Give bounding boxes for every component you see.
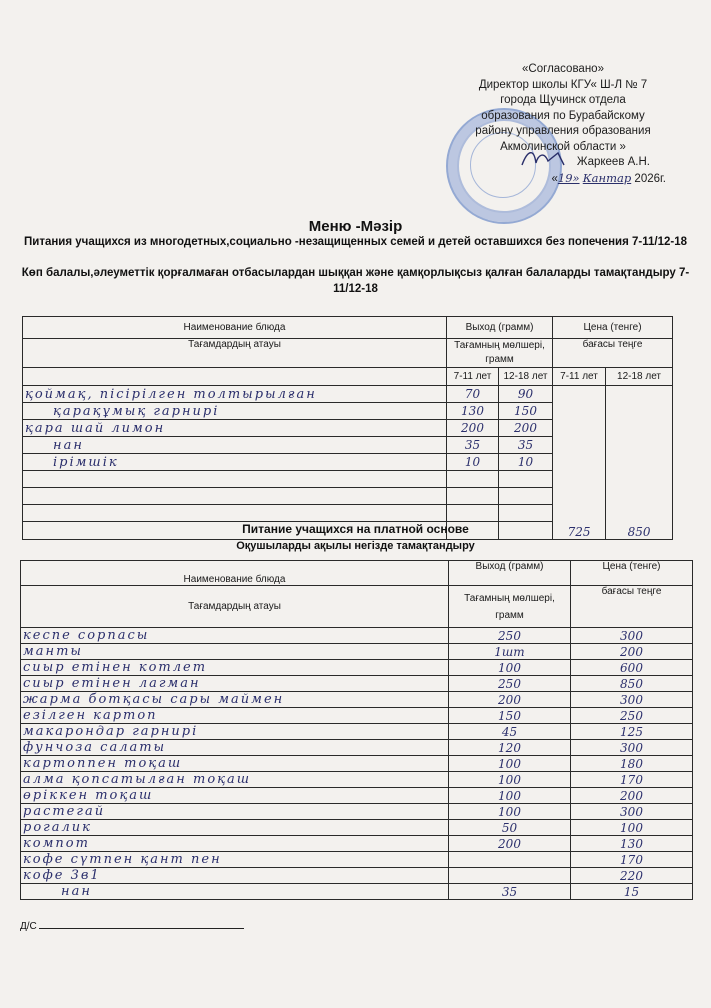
- dish-name: кофе сүтпен қант пен: [21, 852, 449, 868]
- dish-name: кеспе сорпасы: [21, 628, 449, 644]
- output-12-18: [499, 471, 553, 488]
- output-7-11: 35: [447, 437, 499, 454]
- paid-section-title-kz: Оқушыларды ақылы негізде тамақтандыру: [236, 540, 475, 552]
- dish-name: рогалик: [21, 820, 449, 836]
- table-row: [21, 772, 693, 788]
- menu-title: Меню -Мәзір: [308, 218, 403, 235]
- signer-name: Жаркеев А.Н.: [576, 156, 650, 168]
- dish-name: манты: [21, 644, 449, 660]
- dish-output: [449, 852, 571, 868]
- table-row: [21, 644, 693, 660]
- dish-name: алма қопсатылған тоқаш: [21, 772, 449, 788]
- header-price-kz: бағасы теңге: [553, 339, 673, 368]
- dish-price: 170: [571, 772, 693, 788]
- table-row: [23, 386, 673, 403]
- dish-name: қара шай лимон: [23, 420, 447, 437]
- header-output-ru: Выход (грамм): [449, 561, 571, 586]
- dish-name: нан: [23, 437, 447, 454]
- footer-signature-line: [20, 921, 244, 932]
- dish-price: 300: [571, 804, 693, 820]
- dish-output: 45: [449, 724, 571, 740]
- dish-name: ірімшік: [23, 454, 447, 471]
- dish-name: езілген картоп: [21, 708, 449, 724]
- dish-output: 200: [449, 836, 571, 852]
- date-quote: «: [551, 172, 558, 185]
- output-12-18: 150: [499, 403, 553, 420]
- dish-price: 300: [571, 628, 693, 644]
- output-12-18: 90: [499, 386, 553, 403]
- dish-output: 200: [449, 692, 571, 708]
- dish-name: қоймақ, пісірілген толтырылған: [23, 386, 447, 403]
- dish-name: фунчоза салаты: [21, 740, 449, 756]
- header-name-ru: Наименование блюда: [23, 317, 447, 339]
- dish-price: 180: [571, 756, 693, 772]
- dish-name: кофе 3в1: [21, 868, 449, 884]
- dish-output: [449, 868, 571, 884]
- output-12-18: [499, 488, 553, 505]
- dish-name: макарондар гарнирі: [21, 724, 449, 740]
- dish-output: 150: [449, 708, 571, 724]
- approval-line: «Согласовано»: [522, 63, 604, 75]
- dish-output: 100: [449, 804, 571, 820]
- dish-price: 15: [571, 884, 693, 900]
- price-7-11-total: 725: [553, 386, 606, 540]
- header-output-kz: Тағамның мөлшері, грамм: [447, 339, 553, 368]
- age-column: 7-11 лет: [447, 368, 499, 386]
- output-12-18: 35: [499, 437, 553, 454]
- header-output-kz: Тағамның мөлшері, грамм: [449, 586, 571, 628]
- approval-line: району управления образования: [475, 125, 651, 137]
- dish-name: жарма ботқасы сары маймен: [21, 692, 449, 708]
- paid-section-title-ru: Питание учащихся на платной основе: [242, 522, 469, 536]
- dish-output: 250: [449, 628, 571, 644]
- table-row: [21, 756, 693, 772]
- dish-name: [23, 505, 447, 522]
- dish-price: 300: [571, 740, 693, 756]
- header-output-ru: Выход (грамм): [447, 317, 553, 339]
- dish-output: 50: [449, 820, 571, 836]
- table-row: [21, 820, 693, 836]
- output-7-11: [447, 505, 499, 522]
- dish-name: компот: [21, 836, 449, 852]
- dish-name: картоппен тоқаш: [21, 756, 449, 772]
- signature-line: [458, 155, 668, 171]
- table-row: [21, 724, 693, 740]
- dish-name: нан: [21, 884, 449, 900]
- dish-price: 100: [571, 820, 693, 836]
- price-12-18-total: 850: [606, 386, 673, 540]
- dish-output: 250: [449, 676, 571, 692]
- approval-line: Директор школы КГУ« Ш-Л № 7: [478, 78, 648, 91]
- table-row: [21, 852, 693, 868]
- menu-subtitle-kz: Көп балалы,әлеуметтік қорғалмаған отбасылардан шыққан және қамқорлықсыз қалған балаларды тамақтандыру 7-11/12-18: [21, 267, 690, 295]
- date-month: Кантар: [582, 170, 632, 185]
- table-row: [21, 868, 693, 884]
- table-row: [21, 692, 693, 708]
- dish-name: сиыр етінен лагман: [21, 676, 449, 692]
- footer-label: Д/С: [20, 921, 37, 932]
- date-line: [458, 171, 668, 188]
- table-row: [21, 676, 693, 692]
- dish-price: 250: [571, 708, 693, 724]
- paid-meal-table: [20, 560, 693, 900]
- output-12-18: 200: [499, 420, 553, 437]
- dish-name: [23, 471, 447, 488]
- dish-name: қарақұмық гарнирі: [23, 403, 447, 420]
- table-row: [21, 740, 693, 756]
- age-column: 7-11 лет: [553, 368, 606, 386]
- table-row: [21, 708, 693, 724]
- output-7-11: [447, 471, 499, 488]
- output-7-11: 10: [447, 454, 499, 471]
- table-row: [21, 884, 693, 900]
- dish-output: 35: [449, 884, 571, 900]
- signature-icon: [518, 147, 578, 169]
- output-7-11: [447, 488, 499, 505]
- dish-output: 1шт: [449, 644, 571, 660]
- output-7-11: 200: [447, 420, 499, 437]
- menu-subtitle-ru: Питания учащихся из многодетных,социально -незащищенных семей и детей оставшихся без попечения 7-11/12-18: [23, 236, 687, 248]
- approval-line: Акмолинской области »: [500, 140, 626, 153]
- dish-name: сиыр етінен котлет: [21, 660, 449, 676]
- approval-line: образования по Бурабайскому: [481, 109, 645, 122]
- dish-price: 600: [571, 660, 693, 676]
- dish-price: 850: [571, 676, 693, 692]
- table-row: [21, 836, 693, 852]
- table-row: [21, 628, 693, 644]
- approval-line: города Щучинск отдела: [500, 94, 626, 106]
- free-meal-table: [22, 316, 673, 540]
- date-day: 19»: [557, 170, 580, 185]
- dish-price: 125: [571, 724, 693, 740]
- dish-name: өріккен тоқаш: [21, 788, 449, 804]
- header-name-kz: Тағамдардың атауы: [23, 339, 447, 368]
- dish-price: 300: [571, 692, 693, 708]
- table-row: [21, 660, 693, 676]
- dish-name: [23, 488, 447, 505]
- dish-output: 100: [449, 788, 571, 804]
- dish-price: 130: [571, 836, 693, 852]
- dish-output: 100: [449, 756, 571, 772]
- dish-price: 220: [571, 868, 693, 884]
- header-name-kz: Тағамдардың атауы: [21, 586, 449, 628]
- date-year: 2026г.: [634, 172, 666, 185]
- age-column: 12-18 лет: [606, 368, 673, 386]
- output-7-11: 130: [447, 403, 499, 420]
- dish-output: 120: [449, 740, 571, 756]
- dish-output: 100: [449, 772, 571, 788]
- table-row: [21, 788, 693, 804]
- output-12-18: 10: [499, 454, 553, 471]
- table-row: [21, 804, 693, 820]
- header-price-ru: Цена (тенге): [571, 561, 693, 586]
- dish-price: 200: [571, 644, 693, 660]
- dish-output: 100: [449, 660, 571, 676]
- header-name-ru: Наименование блюда: [21, 561, 449, 586]
- output-7-11: 70: [447, 386, 499, 403]
- dish-name: растегай: [21, 804, 449, 820]
- dish-price: 200: [571, 788, 693, 804]
- output-12-18: [499, 505, 553, 522]
- header-price-kz: бағасы теңге: [571, 586, 693, 628]
- age-column: 12-18 лет: [499, 368, 553, 386]
- dish-price: 170: [571, 852, 693, 868]
- approval-block: [458, 62, 668, 187]
- header-price-ru: Цена (тенге): [553, 317, 673, 339]
